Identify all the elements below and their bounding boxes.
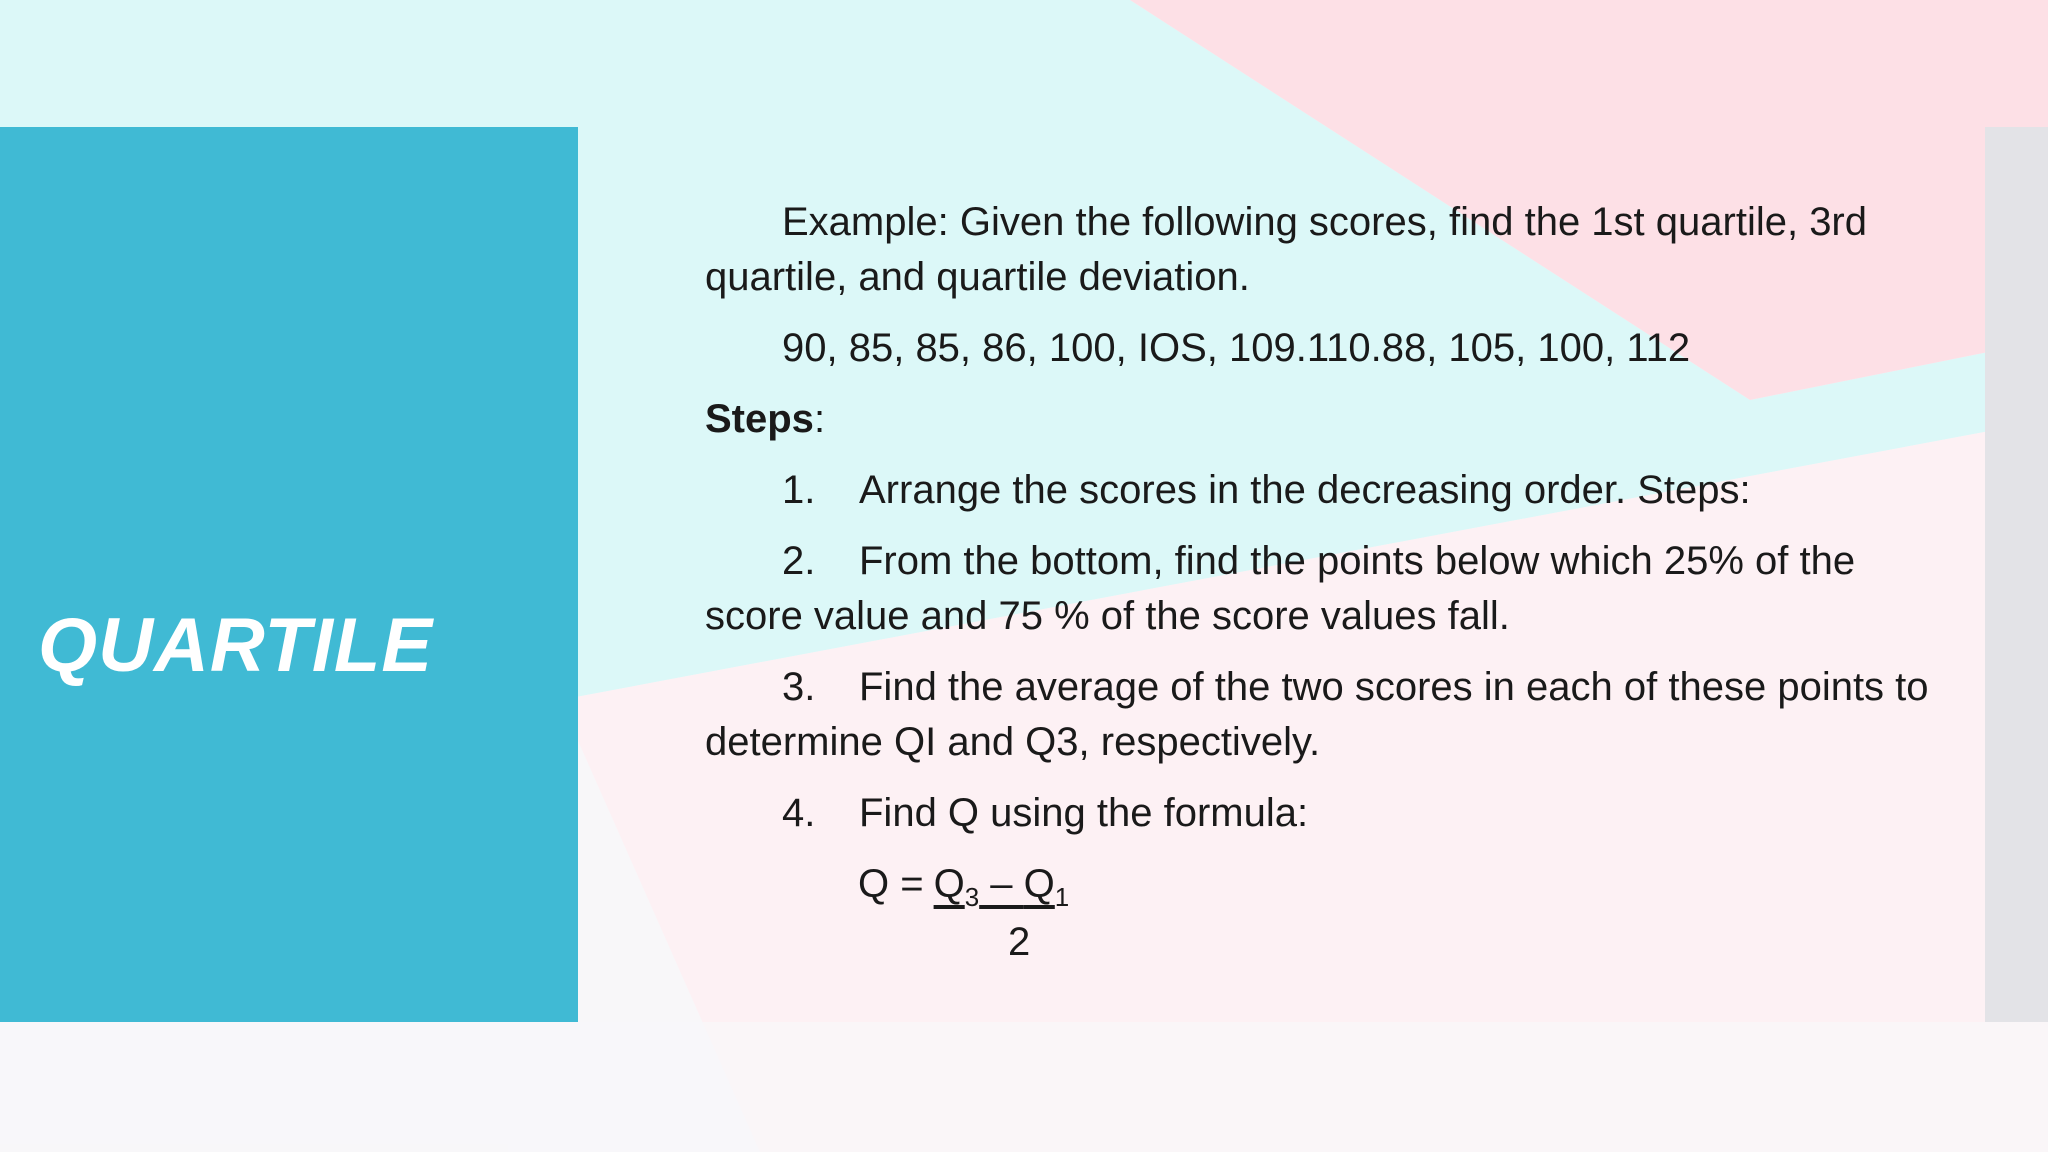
minus-sign: – (979, 862, 1024, 906)
formula-lhs: Q = (858, 862, 924, 906)
bottom-band (0, 1022, 2048, 1152)
right-accent-strip (1985, 127, 2048, 1022)
slide-content (705, 195, 1955, 857)
formula-denominator: 2 (1008, 920, 1031, 964)
scores-list: 90, 85, 85, 86, 100, IOS, 109.110.88, 105, 100, 112 (782, 326, 1691, 370)
step-text: From the bottom, find the points below which 25% of the score value and 75 % of the score values fall. (705, 539, 1856, 638)
step-number: 2. (782, 539, 816, 583)
step-item (705, 534, 1955, 644)
example-text: Example: Given the following scores, find the 1st quartile, 3rd quartile, and quartile deviation. (705, 200, 1867, 299)
slide-title: QUARTILE (38, 603, 434, 688)
q3-subscript: 3 (964, 882, 980, 912)
quartile-deviation-formula (858, 862, 1070, 964)
step-item (705, 786, 1955, 841)
steps-heading: Steps (705, 397, 814, 441)
formula-numerator (934, 862, 1070, 913)
step-item (705, 660, 1955, 770)
steps-colon: : (813, 397, 826, 441)
step-text: Find Q using the formula: (859, 791, 1309, 835)
step-text: Arrange the scores in the decreasing order. Steps: (859, 468, 1751, 512)
q1-symbol: Q (1023, 862, 1055, 906)
step-number: 4. (782, 791, 816, 835)
formula-line (858, 862, 1069, 913)
step-number: 3. (782, 665, 816, 709)
step-number: 1. (782, 468, 816, 512)
step-text: Find the average of the two scores in each of these points to determine QI and Q3, respectively. (705, 665, 1929, 764)
step-item (705, 463, 1955, 518)
q3-symbol: Q (933, 862, 965, 906)
steps-heading-line (705, 392, 1955, 447)
q1-subscript: 1 (1054, 882, 1070, 912)
title-panel (0, 127, 578, 1022)
